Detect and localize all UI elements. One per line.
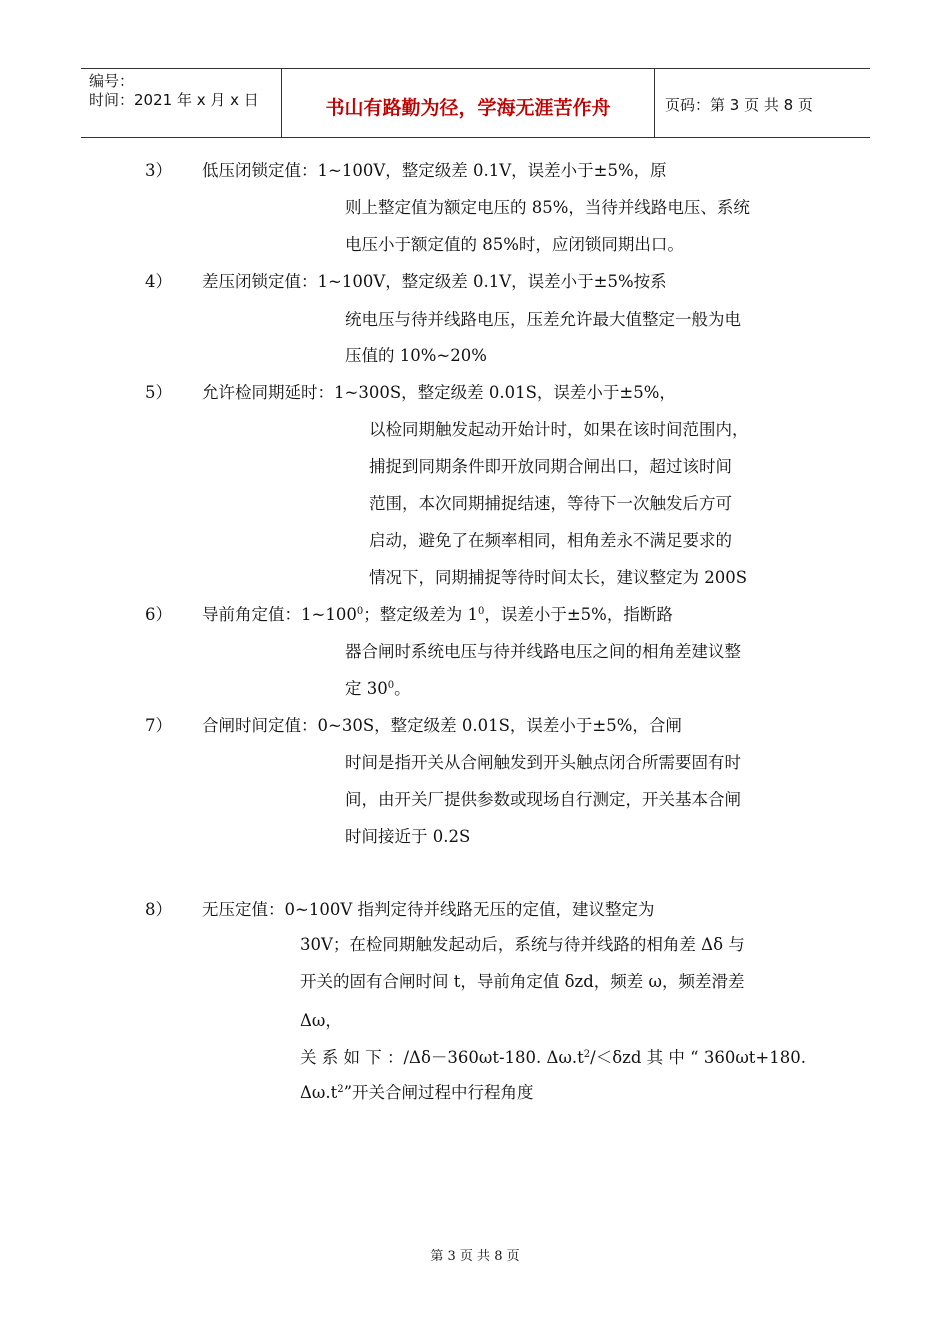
text-line: 捕捉到同期条件即开放同期合闸出口，超过该时间	[369, 457, 732, 476]
text-line: 情况下，同期捕捉等待时间太长，建议整定为 200S	[369, 568, 748, 587]
page-footer: 第 3 页 共 8 页	[430, 1249, 520, 1264]
text-line: 30V；在检同期触发起动后，系统与待并线路的相角差 Δδ 与	[300, 935, 745, 954]
text-line: 定 $30^0$。	[345, 679, 411, 698]
text-line: 差压闭锁定值：1~100V，整定级差 0.1V，误差小于±5%按系	[202, 272, 667, 291]
text-line: 开关的固有合闸时间 t，导前角定值 δzd，频差 ω，频差滑差	[300, 972, 745, 991]
page-header	[81, 68, 870, 138]
text-line: 低压闭锁定值：1~100V，整定级差 0.1V，误差小于±5%，原	[202, 161, 667, 180]
item-number: 4）	[145, 272, 172, 291]
text-line: 统电压与待并线路电压，压差允许最大值整定一般为电	[345, 310, 741, 329]
text-line: 导前角定值：$1\sim 100^0$；整定级差为 $1^0$，误差小于±5%，指断路	[202, 605, 673, 624]
header-motto: 书山有路勤为径，学海无涯苦作舟	[325, 96, 611, 119]
text-line: 合闸时间定值：0~30S，整定级差 0.01S，误差小于±5%，合闸	[202, 716, 682, 735]
text-line: 关 系 如 下 ：/Δδ－360ωt-180. $\Delta\omega.t^2/<\delta zd$ 其 中 “ 360ωt+180.	[300, 1048, 806, 1067]
number-label: 编号：	[89, 72, 135, 90]
item-number: 8）	[145, 900, 172, 919]
time-label: 时间：2021 年 x 月 x 日	[89, 91, 259, 109]
text-line: 间，由开关厂提供参数或现场自行测定，开关基本合闸	[345, 790, 741, 809]
text-line: 范围，本次同期捕捉结速，等待下一次触发后方可	[369, 494, 732, 513]
text-line: $\Delta\omega.t^2$”开关合闸过程中行程角度	[300, 1083, 534, 1102]
text-line: 压值的 10%~20%	[345, 346, 487, 365]
text-line: 器合闸时系统电压与待并线路电压之间的相角差建议整	[345, 642, 741, 661]
item-number: 3）	[145, 161, 172, 180]
text-line: 时间接近于 0.2S	[345, 827, 471, 846]
text-line: 无压定值：0~100V 指判定待并线路无压的定值，建议整定为	[202, 900, 655, 919]
header-divider	[654, 69, 655, 137]
text-line: 时间是指开关从合闸触发到开头触点闭合所需要固有时	[345, 753, 741, 772]
item-number: 7）	[145, 716, 172, 735]
item-number: 5）	[145, 383, 172, 402]
text-line: 则上整定值为额定电压的 85%，当待并线路电压、系统	[345, 198, 750, 217]
text-line: 启动，避免了在频率相同，相角差永不满足要求的	[369, 531, 732, 550]
text-line: Δω，	[300, 1011, 342, 1030]
text-line: 允许检同期延时：1~300S，整定级差 0.01S，误差小于±5%，	[202, 383, 676, 402]
text-line: 电压小于额定值的 85%时，应闭锁同期出口。	[345, 235, 684, 254]
text-line: 以检同期触发起动开始计时，如果在该时间范围内，	[369, 420, 749, 439]
header-left	[89, 72, 259, 110]
item-number: 6）	[145, 605, 172, 624]
header-page-info: 页码：第 3 页 共 8 页	[665, 95, 813, 114]
